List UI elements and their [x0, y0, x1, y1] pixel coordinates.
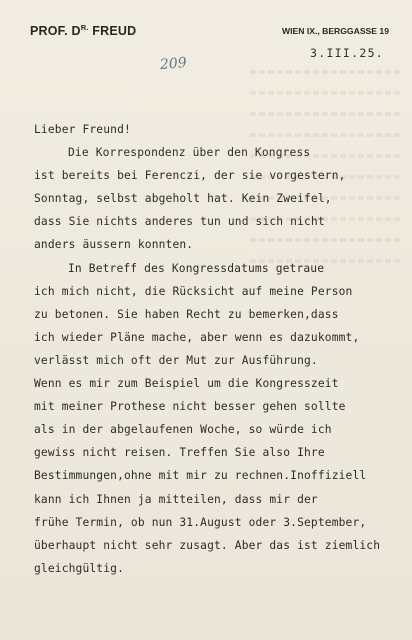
letter-line: ist bereits bei Ferenczi, der sie vorgestern,: [34, 169, 346, 183]
letter-line: als in der abgelaufenen Woche, so würde ich: [34, 423, 332, 437]
letter-line: anders äussern konnten.: [34, 238, 194, 252]
letter-line: ich mich nicht, die Rücksicht auf meine Person: [34, 284, 353, 298]
letter-line: Die Korrespondenz über den Kongress: [68, 146, 311, 160]
letter-line: ich wieder Pläne mache, aber wenn es dazukommt,: [34, 330, 360, 344]
letter-line: mit meiner Prothese nicht besser gehen sollte: [34, 400, 346, 414]
salutation: Lieber Freund!: [34, 123, 131, 136]
letter-line: Sonntag, selbst abgeholt hat. Kein Zweifel,: [34, 192, 332, 206]
letter-line: frühe Termin, ob nun 31.August oder 3.September,: [34, 515, 367, 529]
letterhead-surname: FREUD: [88, 24, 137, 38]
letterhead-name-superscript: R.: [80, 23, 89, 32]
letter-line: gleichgültig.: [34, 561, 124, 575]
letter-date: 3.III.25.: [310, 46, 385, 60]
letter-line: gewiss nicht reisen. Treffen Sie also Ihre: [34, 446, 325, 460]
letter-line: überhaupt nicht sehr zusagt. Aber das ist ziemlich: [34, 538, 381, 552]
letterhead-name-prefix: PROF. D: [30, 24, 81, 38]
letter-line: In Betreff des Kongressdatums getraue: [68, 261, 325, 275]
letter-line: Bestimmungen,ohne mit mir zu rechnen.Inoffiziell: [34, 469, 367, 483]
letter-line: kann ich Ihnen ja mitteilen, dass mir der: [34, 492, 318, 506]
letterhead-name: [30, 23, 136, 38]
letter-line: dass Sie nichts anderes tun und sich nicht: [34, 215, 325, 229]
folio-number: 209: [159, 54, 188, 74]
letter-line: Wenn es mir zum Beispiel um die Kongresszeit: [34, 377, 339, 391]
letterhead-address: WIEN IX., BERGGASSE 19: [282, 26, 389, 36]
letter-line: verlässt mich oft der Mut zur Ausführung.: [34, 353, 318, 367]
letter-body: [34, 118, 404, 580]
letter-line: zu betonen. Sie haben Recht zu bemerken,dass: [34, 307, 339, 321]
